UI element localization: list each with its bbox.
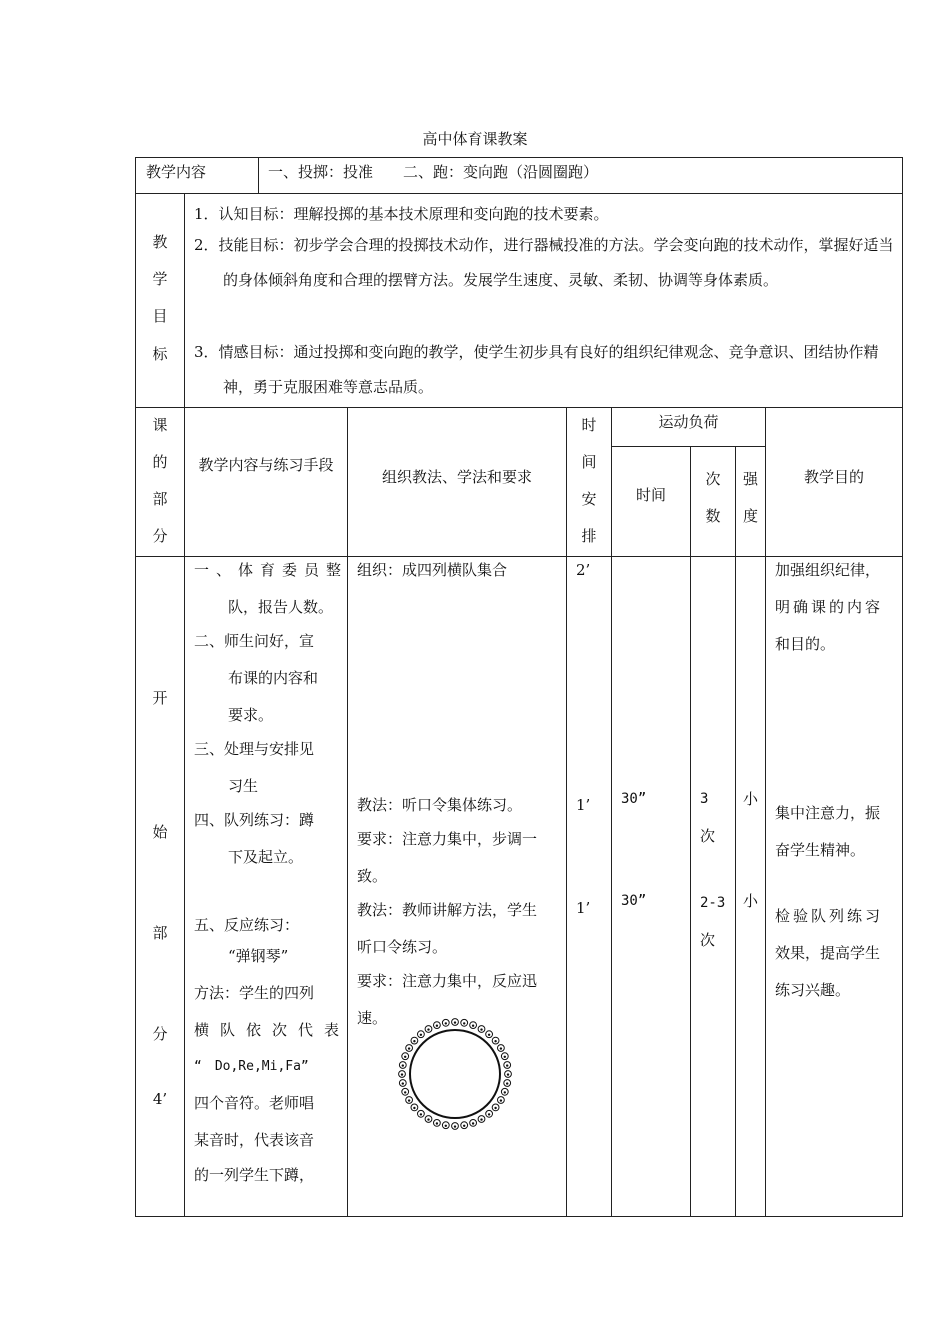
time-col-char: 时 xyxy=(581,416,597,434)
content-line: 下及起立。 xyxy=(228,848,304,866)
circle-formation-diagram xyxy=(395,1016,515,1132)
section-name-char: 部 xyxy=(152,924,168,942)
student-marker-face xyxy=(436,1025,438,1027)
content-line: 习生 xyxy=(228,777,259,795)
student-marker-face xyxy=(427,1118,429,1120)
student-marker-face xyxy=(472,1122,474,1124)
student-marker-face xyxy=(480,1028,482,1030)
intensity-value: 小 xyxy=(743,892,759,910)
time-value: 2’ xyxy=(576,561,591,579)
count-unit: 次 xyxy=(700,827,716,845)
content-line: 四个音符。老师唱 xyxy=(194,1094,315,1112)
purpose-col-header: 教学目的 xyxy=(803,468,864,486)
content-line: 五、反应练习： xyxy=(194,916,300,934)
content-line: 队，报告人数。 xyxy=(228,598,334,616)
student-marker-face xyxy=(480,1118,482,1120)
page-title: 高中体育课教案 xyxy=(422,130,528,148)
student-marker-face xyxy=(463,1022,465,1024)
section-name-char: 开 xyxy=(152,689,168,707)
student-marker-face xyxy=(506,1064,508,1066)
time-value: 1’ xyxy=(576,796,591,814)
objectives-label-char: 目 xyxy=(152,307,168,325)
content-line: 方法：学生的四列 xyxy=(194,984,315,1002)
student-marker-face xyxy=(454,1125,456,1127)
student-marker-face xyxy=(488,1034,490,1036)
load-time-value: 30” xyxy=(621,791,647,807)
time-value: 1’ xyxy=(576,899,591,917)
student-marker-face xyxy=(488,1113,490,1115)
student-marker-face xyxy=(504,1056,506,1058)
time-col-char: 间 xyxy=(581,453,597,471)
section-col-char: 部 xyxy=(152,490,168,508)
objective-item-3: 3．情感目标：通过投掷和变向跑的教学，使学生初步具有良好的组织纪律观念、竞争意识、团结协作精神，勇于克服困难等意志品质。 xyxy=(194,343,879,396)
content-line: 布课的内容和 xyxy=(228,669,319,687)
purpose-line: 和目的。 xyxy=(775,635,836,653)
method-col-header: 组织教法、学法和要求 xyxy=(381,468,532,486)
content-line: 横队依次代表 xyxy=(194,1021,351,1039)
count-value: 2-3 xyxy=(700,895,726,911)
student-marker-face xyxy=(413,1040,415,1042)
load-time-value: 30” xyxy=(621,893,647,909)
method-line: 要求：注意力集中，反应迅 xyxy=(357,972,538,990)
load-count-char: 数 xyxy=(705,507,721,525)
student-marker-face xyxy=(463,1125,465,1127)
student-marker-face xyxy=(494,1107,496,1109)
load-time-header: 时间 xyxy=(635,486,666,504)
section-col-char: 课 xyxy=(152,416,168,434)
student-marker-face xyxy=(454,1021,456,1023)
method-line: 听口令练习。 xyxy=(357,938,448,956)
student-marker-face xyxy=(404,1056,406,1058)
time-col-char: 排 xyxy=(581,527,597,545)
content-line: 三、处理与安排见 xyxy=(194,740,315,758)
intensity-value: 小 xyxy=(743,790,759,808)
purpose-line: 效果，提高学生 xyxy=(775,944,881,962)
student-marker-face xyxy=(504,1091,506,1093)
student-marker-face xyxy=(402,1064,404,1066)
section-duration: 4’ xyxy=(152,1090,168,1108)
load-intensity-char: 度 xyxy=(742,507,758,525)
header-content: 一、投掷：投准 二、跑：变向跑（沿圆圈跑） xyxy=(268,163,599,181)
student-marker-face xyxy=(420,1113,422,1115)
objectives-label-char: 学 xyxy=(152,270,168,288)
objectives-label-char: 标 xyxy=(152,345,168,363)
section-col-char: 分 xyxy=(152,527,168,545)
section-col-char: 的 xyxy=(152,453,168,471)
content-line: 一、体育委员整 xyxy=(194,561,349,579)
objectives-label-char: 教 xyxy=(152,233,168,251)
header-label: 教学内容 xyxy=(146,163,207,181)
method-line: 致。 xyxy=(357,867,388,885)
objective-item-2: 2．技能目标：初步学会合理的投掷技术动作，进行器械投准的方法。学会变向跑的技术动作，掌握好适当的身体倾斜角度和合理的摆臂方法。发展学生速度、灵敏、柔韧、协调等身体素质。 xyxy=(194,236,894,289)
method-organization: 组织：成四列横队集合 xyxy=(357,561,508,579)
student-marker-face xyxy=(506,1082,508,1084)
student-marker-face xyxy=(445,1022,447,1024)
purpose-line: 加强组织纪律， xyxy=(775,561,881,579)
method-line: 教法：教师讲解方法，学生 xyxy=(357,901,538,919)
student-marker-face xyxy=(401,1073,403,1075)
load-intensity-char: 强 xyxy=(742,470,758,488)
method-line: 教法：听口令集体练习。 xyxy=(357,796,523,814)
time-col-char: 安 xyxy=(581,490,597,508)
student-marker-face xyxy=(402,1082,404,1084)
content-line: 某音时，代表该音 xyxy=(194,1131,315,1149)
student-marker-face xyxy=(427,1028,429,1030)
purpose-line: 集中注意力，振 xyxy=(775,804,881,822)
content-col-header: 教学内容与练习手段 xyxy=(198,456,334,474)
content-line: “弹钢琴” xyxy=(228,947,289,965)
content-line: “ Do,Re,Mi,Fa” xyxy=(194,1059,309,1074)
purpose-line: 练习兴趣。 xyxy=(775,981,851,999)
load-count-char: 次 xyxy=(705,470,721,488)
purpose-line: 检验队列练习 xyxy=(775,907,884,925)
content-line: 的一列学生下蹲， xyxy=(194,1166,315,1184)
method-line: 速。 xyxy=(357,1009,388,1027)
count-value: 3 xyxy=(700,791,709,807)
student-marker-face xyxy=(408,1099,410,1101)
section-name-char: 始 xyxy=(152,823,168,841)
method-line: 要求：注意力集中，步调一 xyxy=(357,830,538,848)
student-marker-face xyxy=(500,1099,502,1101)
purpose-line: 明确课的内容 xyxy=(775,598,884,616)
purpose-line: 奋学生精神。 xyxy=(775,841,866,859)
content-line: 四、队列练习：蹲 xyxy=(194,811,315,829)
content-line: 要求。 xyxy=(228,706,274,724)
content-line: 二、师生问好，宣 xyxy=(194,632,315,650)
student-marker-face xyxy=(420,1034,422,1036)
student-marker-face xyxy=(413,1107,415,1109)
running-circle xyxy=(410,1030,500,1118)
student-marker-face xyxy=(500,1047,502,1049)
student-marker-face xyxy=(445,1125,447,1127)
student-marker-face xyxy=(507,1073,509,1075)
objective-item-1: 1．认知目标：理解投掷的基本技术原理和变向跑的技术要素。 xyxy=(194,205,609,223)
student-marker-face xyxy=(408,1047,410,1049)
student-marker-face xyxy=(472,1025,474,1027)
student-marker-face xyxy=(436,1122,438,1124)
load-group-header: 运动负荷 xyxy=(658,413,719,431)
section-name-char: 分 xyxy=(152,1025,168,1043)
count-unit: 次 xyxy=(700,931,716,949)
student-marker-face xyxy=(404,1091,406,1093)
student-marker-face xyxy=(494,1040,496,1042)
